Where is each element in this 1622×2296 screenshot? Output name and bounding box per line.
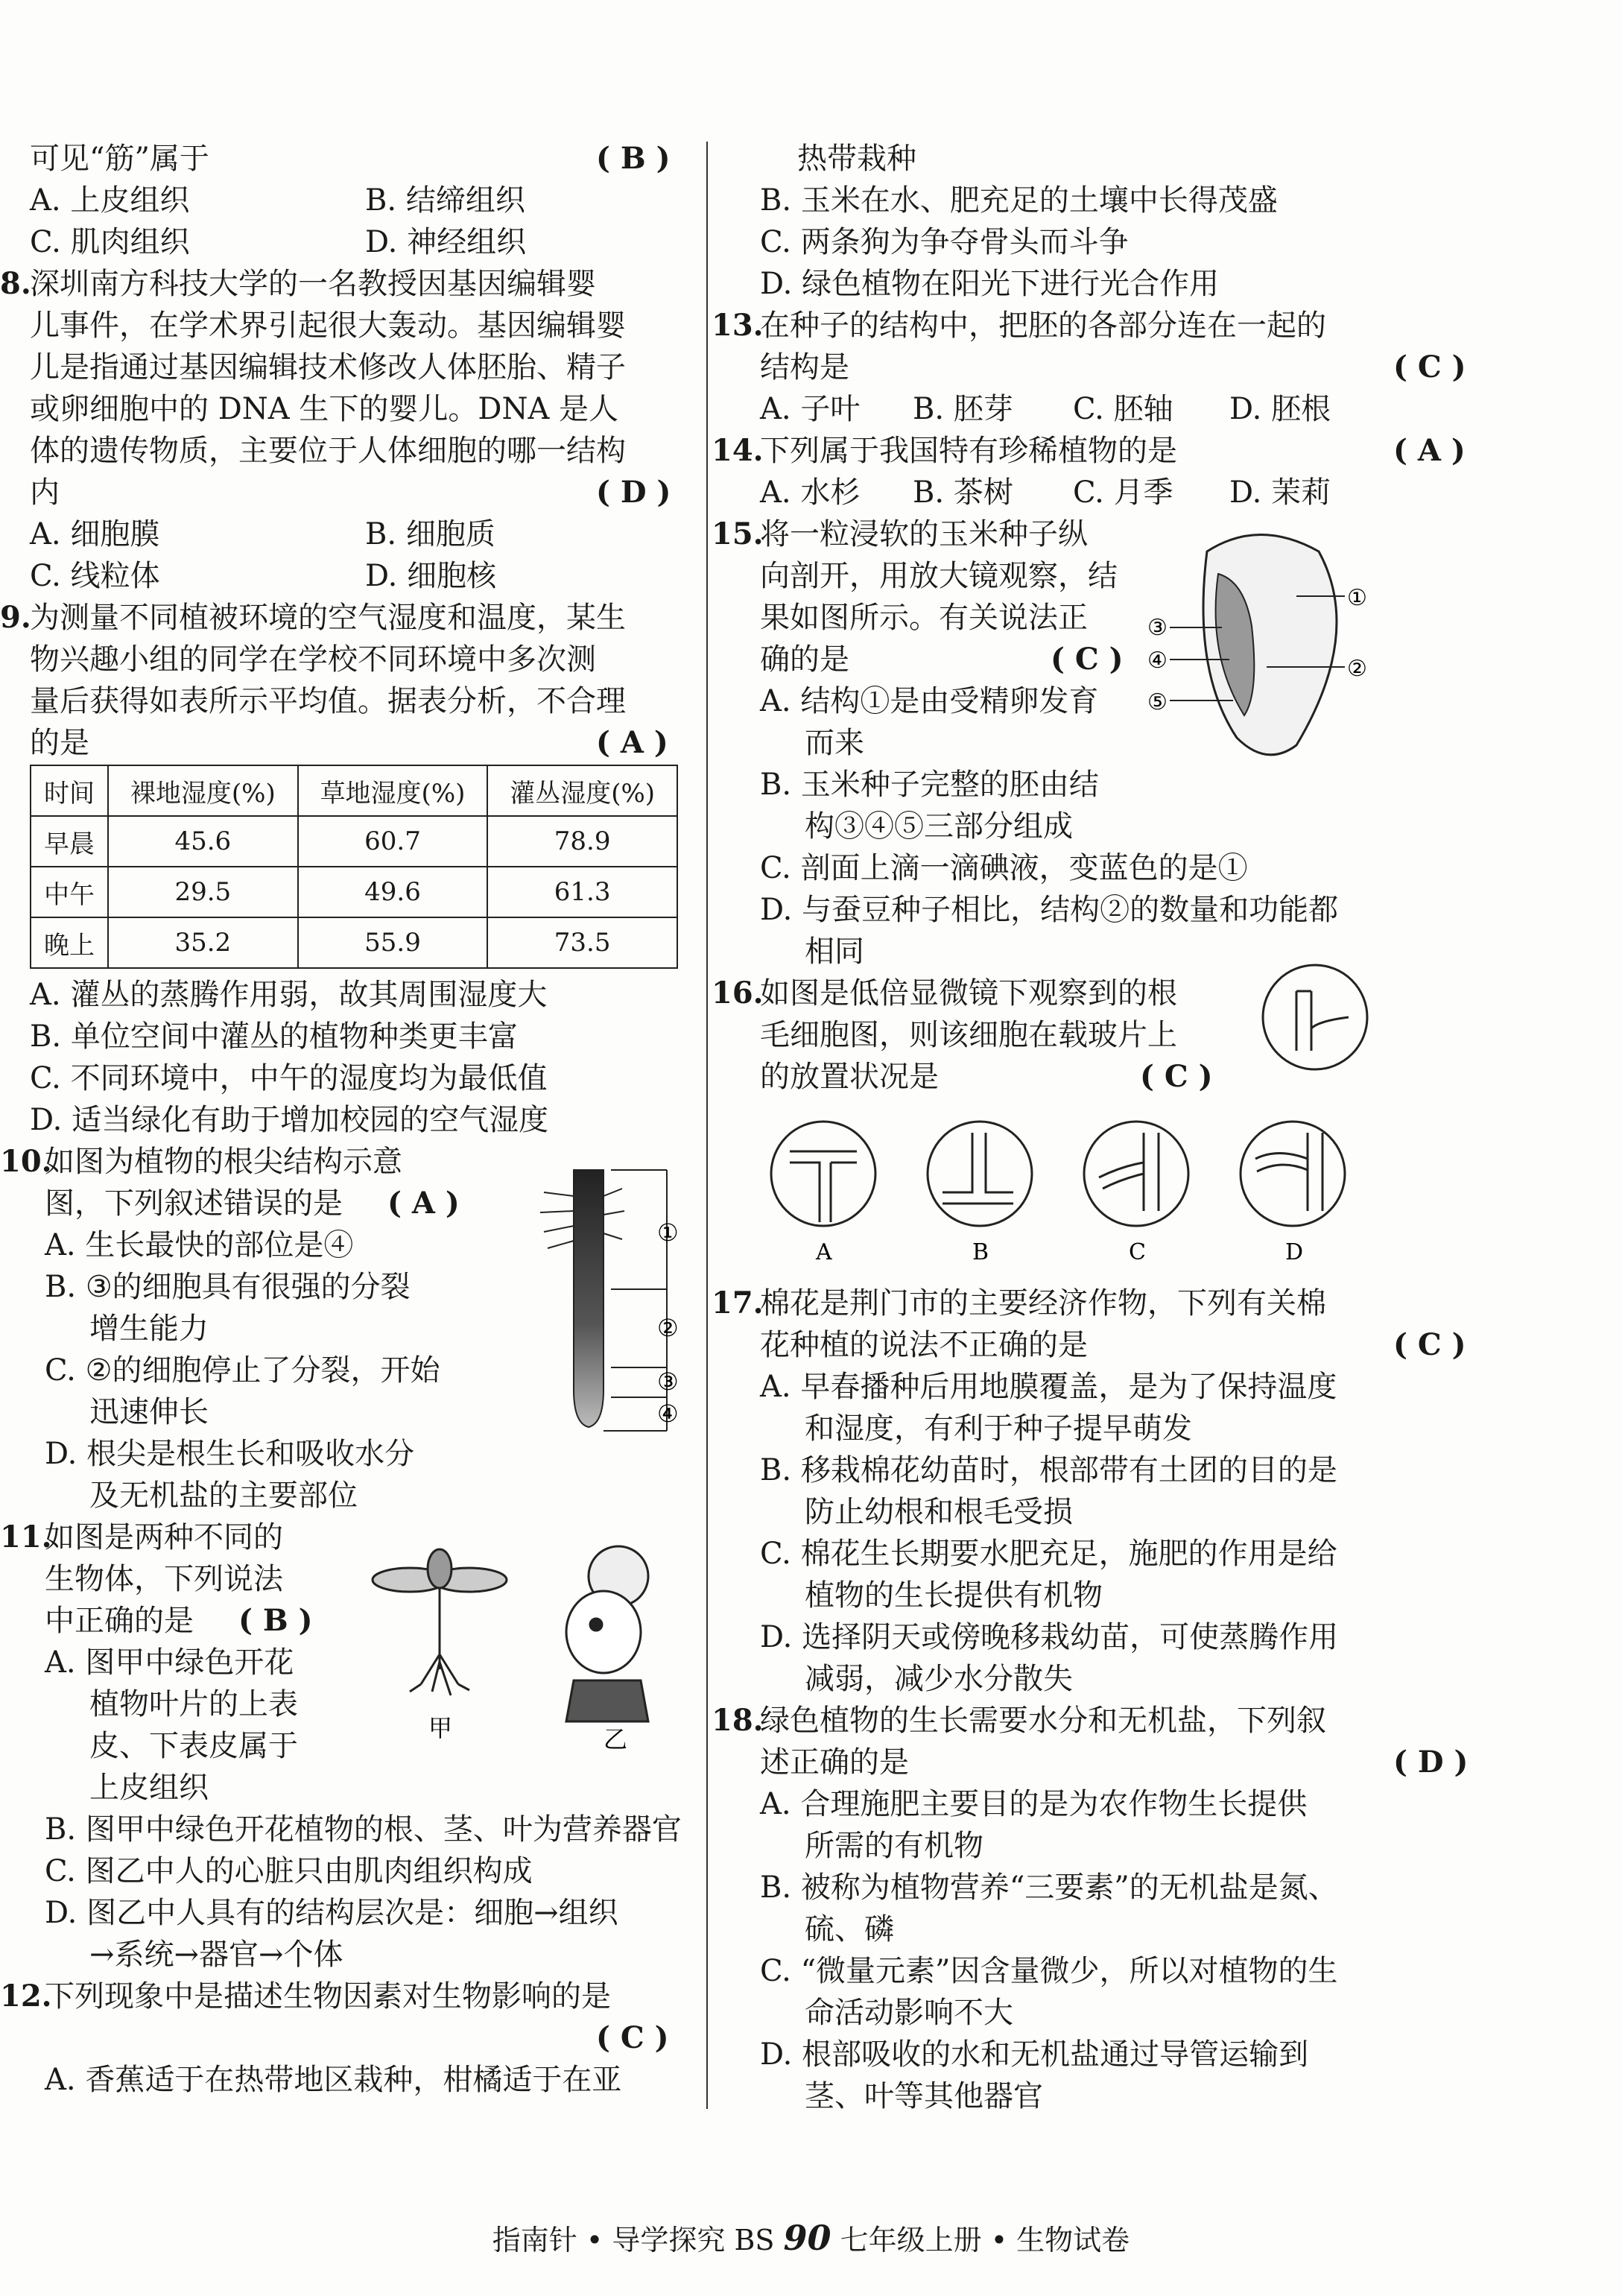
q9-option-a: A. 灌丛的蒸腾作用弱，故其周围湿度大 [30, 978, 548, 1012]
q10-number: 10. [0, 1144, 52, 1179]
q8-option-c: C. 线粒体 [30, 559, 160, 593]
q15-option: 构③④⑤三部分组成 [805, 809, 1073, 844]
q17-option: 植物的生长提供有机物 [805, 1578, 1103, 1613]
table-cell: 29.5 [108, 867, 298, 917]
q16-answer: ( C ) [1140, 1059, 1213, 1094]
q8-number: 8. [0, 266, 31, 301]
q10-option: C. ②的细胞停止了分裂，开始 [45, 1353, 440, 1388]
q8-line: 内 [30, 475, 60, 510]
q14-option-d: D. 茉莉 [1229, 475, 1331, 510]
q15-line: 确的是 [760, 642, 849, 677]
root-hair-cell-figure [1255, 961, 1375, 1073]
q15-line: 向剖开，用放大镜观察，结 [760, 559, 1118, 593]
q8-option-b: B. 细胞质 [365, 517, 495, 551]
q11-line: 如图是两种不同的 [45, 1520, 283, 1555]
q16-choice-figures [756, 1118, 1412, 1267]
table-cell: 49.6 [298, 867, 488, 917]
q14-number: 14. [712, 433, 764, 468]
q18-option: 命活动影响不大 [805, 1996, 1013, 2030]
q11-option: 上皮组织 [89, 1771, 209, 1805]
q11-option: D. 图乙中人具有的结构层次是：细胞→组织 [45, 1896, 618, 1930]
q9-line: 量后获得如表所示平均值。据表分析，不合理 [30, 684, 626, 718]
q18-line: 述正确的是 [760, 1745, 909, 1780]
humidity-table [30, 765, 678, 969]
q14-option-a: A. 水杉 [760, 475, 861, 510]
q14-option-c: C. 月季 [1073, 475, 1173, 510]
q17-option: 减弱，减少水分散失 [805, 1662, 1073, 1696]
q12-option-d: D. 绿色植物在阳光下进行光合作用 [760, 267, 1220, 301]
q9-line: 物兴趣小组的同学在学校不同环境中多次测 [30, 642, 596, 677]
q7-option-d: D. 神经组织 [365, 225, 527, 259]
choice-b-figure [928, 1122, 1032, 1226]
q11-line: 生物体，下列说法 [45, 1562, 283, 1596]
choice-c-figure [1084, 1122, 1188, 1226]
q12-option-c: C. 两条狗为争夺骨头而斗争 [760, 225, 1129, 259]
q15-option: 相同 [805, 934, 864, 969]
q17-answer: ( C ) [1393, 1327, 1466, 1362]
root-label-1: ① [657, 1218, 679, 1247]
choice-d-label: D [1285, 1239, 1304, 1265]
q11-option: C. 图乙中人的心脏只由肌肉组织构成 [45, 1854, 533, 1888]
table-cell: 中午 [31, 867, 108, 917]
q17-line: 棉花是荆门市的主要经济作物，下列有关棉 [760, 1286, 1326, 1321]
q8-line: 或卵细胞中的 DNA 生下的婴儿。DNA 是人 [30, 392, 619, 426]
q10-line: 如图为植物的根尖结构示意 [45, 1145, 402, 1179]
choice-a-figure [771, 1122, 875, 1226]
q13-line: 在种子的结构中，把胚的各部分连在一起的 [760, 309, 1326, 343]
q17-option: 防止幼根和根毛受损 [805, 1495, 1073, 1529]
table-cell: 35.2 [108, 917, 298, 968]
table-header: 时间 [31, 765, 108, 816]
q17-option: A. 早春播种后用地膜覆盖，是为了保持温度 [760, 1370, 1337, 1404]
q9-answer: ( A ) [596, 725, 668, 760]
root-label-2: ② [657, 1314, 679, 1342]
q18-option: D. 根部吸收的水和无机盐通过导管运输到 [760, 2037, 1309, 2072]
q13-number: 13. [712, 308, 764, 343]
q17-option: D. 选择阴天或傍晚移栽幼苗，可使蒸腾作用 [760, 1620, 1339, 1654]
q8-option-a: A. 细胞膜 [30, 517, 160, 551]
q18-number: 18. [712, 1703, 764, 1738]
q8-line: 儿事件，在学术界引起很大轰动。基因编辑婴 [30, 309, 626, 343]
q15-answer: ( C ) [1051, 642, 1124, 677]
q10-line: 图，下列叙述错误的是 [45, 1186, 343, 1221]
q12-number: 12. [0, 1979, 52, 2014]
q7-option-c: C. 肌肉组织 [30, 225, 190, 259]
q12-answer: ( C ) [596, 2020, 669, 2055]
q10-option: A. 生长最快的部位是④ [45, 1228, 354, 1262]
q12-option-a: A. 香蕉适于在热带地区栽种，柑橘适于在亚 [45, 2063, 622, 2097]
page-number: 90 [783, 2218, 831, 2258]
seed-label-5: ⑤ [1147, 689, 1168, 715]
table-row [31, 867, 677, 917]
q15-option: 而来 [805, 726, 864, 760]
q11-option: A. 图甲中绿色开花 [45, 1645, 294, 1680]
plant-icon [373, 1549, 507, 1695]
q10-option: D. 根尖是根生长和吸收水分 [45, 1437, 415, 1471]
q18-option: B. 被称为植物营养“三要素”的无机盐是氮、 [760, 1870, 1338, 1905]
q15-line: 将一粒浸软的玉米种子纵 [760, 517, 1088, 551]
q7-answer: ( B ) [596, 141, 671, 176]
q18-option: 茎、叶等其他器官 [805, 2079, 1043, 2113]
q8-option-d: D. 细胞核 [365, 559, 497, 593]
q11-number: 11. [0, 1519, 52, 1555]
choice-b-label: B [972, 1239, 989, 1265]
seed-label-3: ③ [1147, 615, 1168, 641]
footer-left: 指南针 • 导学探究 BS [492, 2224, 775, 2257]
q8-line: 深圳南方科技大学的一名教授因基因编辑婴 [30, 267, 596, 301]
q9-number: 9. [0, 600, 31, 635]
table-cell: 45.6 [108, 816, 298, 867]
choice-d-figure [1241, 1122, 1345, 1226]
q15-option: C. 剖面上滴一滴碘液，变蓝色的是① [760, 851, 1248, 885]
q17-line: 花种植的说法不正确的是 [760, 1328, 1088, 1362]
table-cell: 73.5 [487, 917, 677, 968]
q8-line: 儿是指通过基因编辑技术修改人体胚胎、精子 [30, 350, 626, 385]
q16-line: 毛细胞图，则该细胞在载玻片上 [760, 1018, 1177, 1052]
q13-answer: ( C ) [1393, 350, 1466, 385]
q9-option-c: C. 不同环境中，中午的湿度均为最低值 [30, 1061, 548, 1095]
q11-option: B. 图甲中绿色开花植物的根、茎、叶为营养器官 [45, 1812, 682, 1847]
q11-option: 皮、下表皮属于 [89, 1729, 298, 1763]
q17-number: 17. [712, 1285, 764, 1321]
q16-line: 的放置状况是 [760, 1060, 939, 1094]
q18-option: C. “微量元素”因含量微少，所以对植物的生 [760, 1954, 1338, 1988]
q10-answer: ( A ) [387, 1186, 460, 1221]
table-header: 草地湿度(%) [298, 765, 488, 816]
q13-option-b: B. 胚芽 [913, 392, 1013, 426]
table-cell: 早晨 [31, 816, 108, 867]
q13-option-d: D. 胚根 [1229, 392, 1331, 426]
q17-option: C. 棉花生长期要水肥充足，施肥的作用是给 [760, 1537, 1337, 1571]
seed-label-4: ④ [1147, 648, 1168, 674]
q11-option: 植物叶片的上表 [89, 1687, 298, 1721]
q9-line: 为测量不同植被环境的空气湿度和温度，某生 [30, 601, 626, 635]
q13-line: 结构是 [760, 350, 849, 385]
q14-answer: ( A ) [1393, 433, 1466, 468]
root-label-3: ③ [657, 1367, 679, 1396]
fig-label-jia: 甲 [428, 1714, 453, 1742]
q18-option: A. 合理施肥主要目的是为农作物生长提供 [760, 1787, 1308, 1821]
q15-option: B. 玉米种子完整的胚由结 [760, 768, 1099, 802]
q16-number: 16. [712, 975, 764, 1011]
root-tip-figure [492, 1166, 693, 1435]
q7-stem: 可见“筋”属于 [30, 142, 209, 176]
q16-line: 如图是低倍显微镜下观察到的根 [760, 976, 1177, 1011]
root-label-4: ④ [657, 1400, 679, 1428]
q13-option-c: C. 胚轴 [1073, 392, 1173, 426]
choice-c-label: C [1129, 1239, 1146, 1265]
q9-option-d: D. 适当绿化有助于增加校园的空气湿度 [30, 1103, 549, 1137]
q18-option: 硫、磷 [805, 1912, 894, 1946]
q15-number: 15. [712, 516, 764, 551]
q11-answer: ( B ) [238, 1603, 313, 1638]
q10-option: 迅速伸长 [89, 1395, 209, 1429]
fig-label-yi: 乙 [604, 1725, 628, 1751]
person-icon [566, 1546, 648, 1721]
table-row [31, 816, 677, 867]
q11-line: 中正确的是 [45, 1604, 194, 1638]
q7-option-b: B. 结缔组织 [365, 183, 525, 218]
q15-option: A. 结构①是由受精卵发育 [760, 684, 1099, 718]
organisms-figure [350, 1543, 693, 1751]
q18-line: 绿色植物的生长需要水分和无机盐，下列叙 [760, 1704, 1326, 1738]
q17-option: B. 移栽棉花幼苗时，根部带有土团的目的是 [760, 1453, 1337, 1487]
q10-option: 增生能力 [89, 1312, 209, 1346]
column-divider [706, 142, 708, 2109]
choice-a-label: A [816, 1239, 832, 1265]
q17-option: 和湿度，有利于种子提早萌发 [805, 1411, 1192, 1446]
q18-option: 所需的有机物 [805, 1829, 983, 1863]
table-header-row [31, 765, 677, 816]
table-cell: 55.9 [298, 917, 488, 968]
footer-right: 七年级上册 • 生物试卷 [840, 2224, 1130, 2257]
q8-line: 体的遗传物质，主要位于人体细胞的哪一结构 [30, 434, 626, 468]
q10-option: 及无机盐的主要部位 [89, 1479, 358, 1513]
q8-answer: ( D ) [596, 475, 671, 510]
q13-option-a: A. 子叶 [760, 392, 861, 426]
q12-line: 下列现象中是描述生物因素对生物影响的是 [45, 1979, 611, 2014]
q9-line: 的是 [30, 726, 89, 760]
table-cell: 晚上 [31, 917, 108, 968]
q14-line: 下列属于我国特有珍稀植物的是 [760, 434, 1177, 468]
q12-option-b: B. 玉米在水、肥充足的土壤中长得茂盛 [760, 183, 1278, 218]
q12-option-a-cont: 热带栽种 [797, 142, 916, 176]
q18-answer: ( D ) [1393, 1745, 1469, 1780]
seed-label-1: ① [1347, 585, 1367, 611]
corn-seed-figure [1147, 522, 1401, 775]
table-cell: 61.3 [487, 867, 677, 917]
q10-option: B. ③的细胞具有很强的分裂 [45, 1270, 411, 1304]
q7-option-a: A. 上皮组织 [30, 183, 190, 218]
q15-option: D. 与蚕豆种子相比，结构②的数量和功能都 [760, 893, 1339, 927]
table-cell: 60.7 [298, 816, 488, 867]
q15-line: 果如图所示。有关说法正 [760, 601, 1088, 635]
page-footer [0, 2217, 1622, 2258]
q11-option: →系统→器官→个体 [89, 1938, 343, 1972]
table-header: 裸地湿度(%) [108, 765, 298, 816]
table-row [31, 917, 677, 968]
q9-option-b: B. 单位空间中灌丛的植物种类更丰富 [30, 1019, 518, 1054]
table-cell: 78.9 [487, 816, 677, 867]
table-header: 灌丛湿度(%) [487, 765, 677, 816]
seed-label-2: ② [1347, 656, 1367, 682]
q14-option-b: B. 茶树 [913, 475, 1013, 510]
